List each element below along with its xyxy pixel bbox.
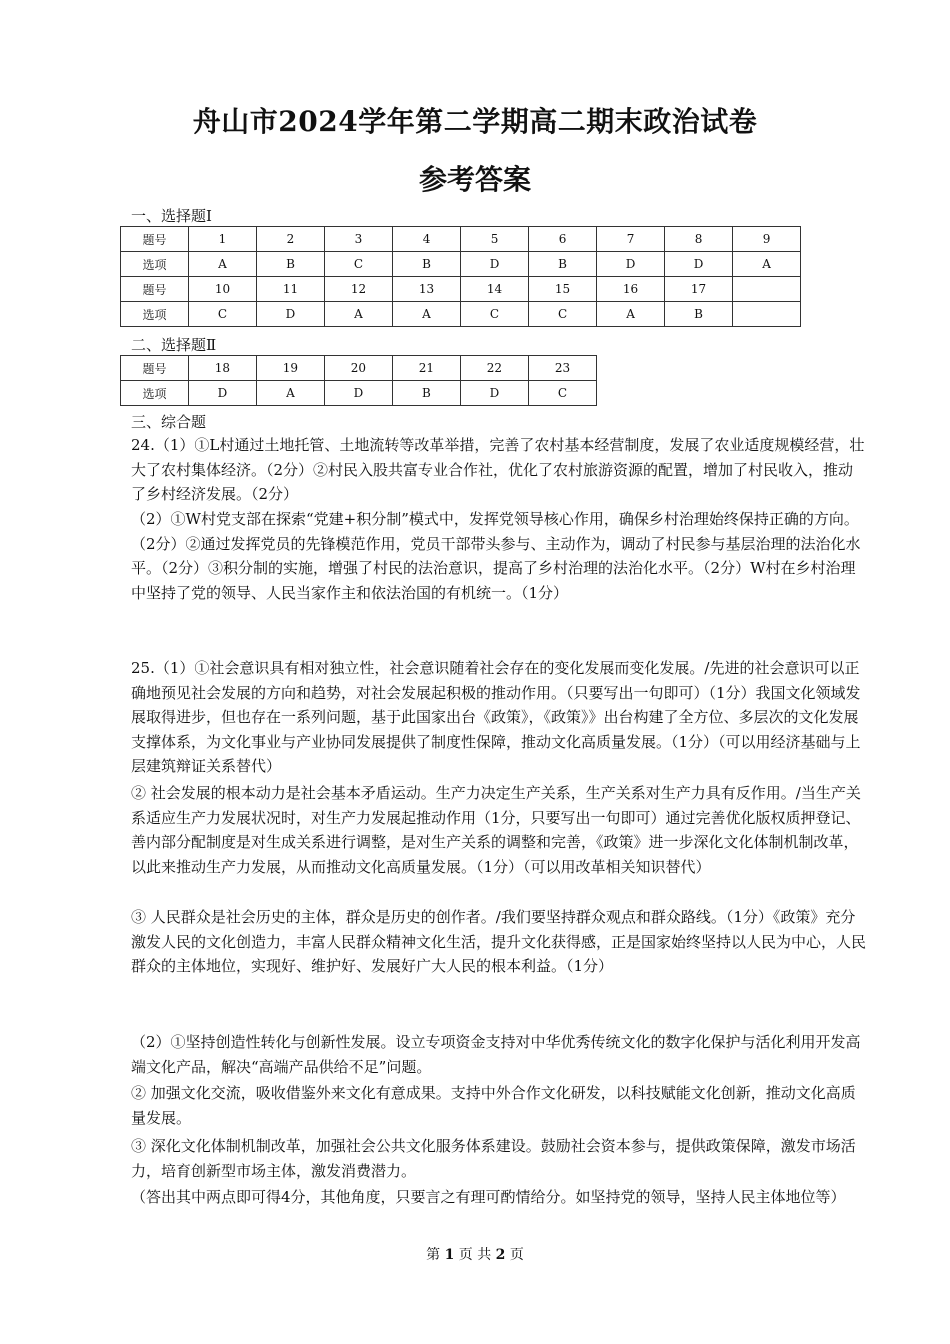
table-cell: [733, 277, 801, 302]
section3-heading: 三、综合题: [131, 413, 207, 431]
table-cell: D: [324, 381, 392, 406]
table-cell: 13: [393, 277, 461, 302]
table-cell: 22: [460, 356, 528, 381]
row-header-cell: 题号: [121, 356, 189, 381]
answer-25-2-b: ② 加强文化交流，吸收借鉴外来文化有意成果。支持中外合作文化研发，以科技赋能文化创新，推动文化高质量发展。: [131, 1084, 856, 1127]
table-cell: 8: [665, 227, 733, 252]
table-cell: A: [393, 302, 461, 327]
table-cell: B: [256, 252, 324, 277]
table-cell: D: [597, 252, 665, 277]
table-cell: D: [188, 381, 256, 406]
table-cell: 15: [529, 277, 597, 302]
table-cell: C: [528, 381, 596, 406]
table-cell: 19: [256, 356, 324, 381]
answer-25-1-c: ③ 人民群众是社会历史的主体，群众是历史的创作者。/我们要坚持群众观点和群众路线。（1分）《政策》充分激发人民的文化创造力，丰富人民群众精神文化生活，提升文化获得感，正是国家始终坚持以人民为中心，人民群众的主体地位，实现好、维护好、发展好广大人民的根本利益。（1分）: [131, 908, 867, 975]
table-row: [121, 277, 801, 302]
table-cell: 23: [528, 356, 596, 381]
table-cell: 5: [461, 227, 529, 252]
section1-heading: 一、选择题Ⅰ: [131, 207, 212, 225]
table-cell: 18: [188, 356, 256, 381]
table-cell: A: [597, 302, 665, 327]
row-header-cell: 题号: [121, 227, 189, 252]
page-title: 舟山市2024学年第二学期高二期末政治试卷: [192, 105, 758, 138]
table-cell: B: [392, 381, 460, 406]
table-cell: D: [461, 252, 529, 277]
table-cell: D: [665, 252, 733, 277]
table-cell: B: [529, 252, 597, 277]
table-cell: C: [461, 302, 529, 327]
choice-table-2: [120, 355, 597, 406]
answer-24-2: （2）①W村党支部在探索“党建+积分制”模式中，发挥党领导核心作用，确保乡村治理始终保持正确的方向。（2分）②通过发挥党员的先锋模范作用，党员干部带头参与、主动作为，调动了村民参与基层治理的法治化水平。（2分）③积分制的实施，增强了村民的法治意识，提高了乡村治理的法治化水平。（2分）W村在乡村治理中坚持了党的领导、人民当家作主和依法治国的有机统一。（1分）: [131, 510, 861, 602]
table-cell: D: [460, 381, 528, 406]
table-cell: A: [256, 381, 324, 406]
table-cell: 17: [665, 277, 733, 302]
answer-25-1-a: 25.（1）①社会意识具有相对独立性，社会意识随着社会存在的变化发展而变化发展。/先进的社会意识可以正确地预见社会发展的方向和趋势，对社会发展起积极的推动作用。（只要写出一句即可）（1分）我国文化领域发展取得进步，但也存在一系列问题，基于此国家出台《政策》，《政策》》出台构建了全方位、多层次的文化发展支撑体系，为文化事业与产业协同发展提供了制度性保障，推动文化高质量发展。（1分）（可以用经济基础与上层建筑辩证关系替代）: [131, 659, 861, 775]
answer-24-1: 24.（1）①L村通过土地托管、土地流转等改革举措，完善了农村基本经营制度，发展了农业适度规模经营，壮大了农村集体经济。（2分）②村民入股共富专业合作社，优化了农村旅游资源的配置，增加了村民收入，推动了乡村经济发展。（2分）: [131, 436, 865, 503]
row-header-cell: 选项: [121, 381, 189, 406]
answer-25-1-b: ② 社会发展的根本动力是社会基本矛盾运动。生产力决定生产关系，生产关系对生产力具有反作用。/当生产关系适应生产力发展状况时，对生产力发展起推动作用（1分，只要写出一句即可）通过完善优化版权质押登记、善内部分配制度是对生成关系进行调整，是对生产关系的调整和完善，《政策》进一步深化文化体制机制改革，以此来推动生产力发展，从而推动文化高质量发展。（1分）（可以用改革相关知识替代）: [131, 784, 861, 876]
table-cell: 9: [733, 227, 801, 252]
table-cell: 10: [188, 277, 256, 302]
table-cell: 3: [324, 227, 392, 252]
table-cell: 6: [529, 227, 597, 252]
choice-table-1: [120, 226, 801, 327]
page-number: 1: [444, 1247, 455, 1263]
table-cell: 16: [597, 277, 665, 302]
answer-25-2-a: （2）①坚持创造性转化与创新性发展。设立专项资金支持对中华优秀传统文化的数字化保护与活化利用开发高端文化产品，解决“高端产品供给不足”问题。: [131, 1033, 861, 1076]
answer-25-2-c: ③ 深化文化体制机制改革，加强社会公共文化服务体系建设。鼓励社会资本参与，提供政策保障，激发市场活力，培育创新型市场主体，激发消费潜力。: [131, 1137, 856, 1180]
table-cell: 7: [597, 227, 665, 252]
table-cell: 21: [392, 356, 460, 381]
table-cell: [733, 302, 801, 327]
table-cell: C: [529, 302, 597, 327]
table-cell: 20: [324, 356, 392, 381]
section2-heading: 二、选择题Ⅱ: [131, 336, 217, 354]
table-cell: A: [324, 302, 392, 327]
table-cell: B: [393, 252, 461, 277]
table-row: [121, 227, 801, 252]
page-subtitle: 参考答案: [418, 163, 531, 196]
table-cell: 2: [256, 227, 324, 252]
answer-note: （答出其中两点即可得4分，其他角度，只要言之有理可酌情给分。如坚持党的领导，坚持人民主体地位等）: [131, 1188, 846, 1206]
table-cell: A: [188, 252, 256, 277]
table-row: [121, 302, 801, 327]
table-row: [121, 252, 801, 277]
table-row: [121, 381, 597, 406]
page-footer: 第 1 页 共 2 页: [426, 1247, 524, 1263]
table-cell: 4: [393, 227, 461, 252]
page-total: 2: [495, 1247, 506, 1263]
row-header-cell: 题号: [121, 277, 189, 302]
table-cell: D: [256, 302, 324, 327]
table-row: [121, 356, 597, 381]
row-header-cell: 选项: [121, 252, 189, 277]
table-cell: 14: [461, 277, 529, 302]
table-cell: A: [733, 252, 801, 277]
table-cell: B: [665, 302, 733, 327]
table-cell: 12: [324, 277, 392, 302]
table-cell: 11: [256, 277, 324, 302]
table-cell: 1: [188, 227, 256, 252]
row-header-cell: 选项: [121, 302, 189, 327]
table-cell: C: [324, 252, 392, 277]
table-cell: C: [188, 302, 256, 327]
